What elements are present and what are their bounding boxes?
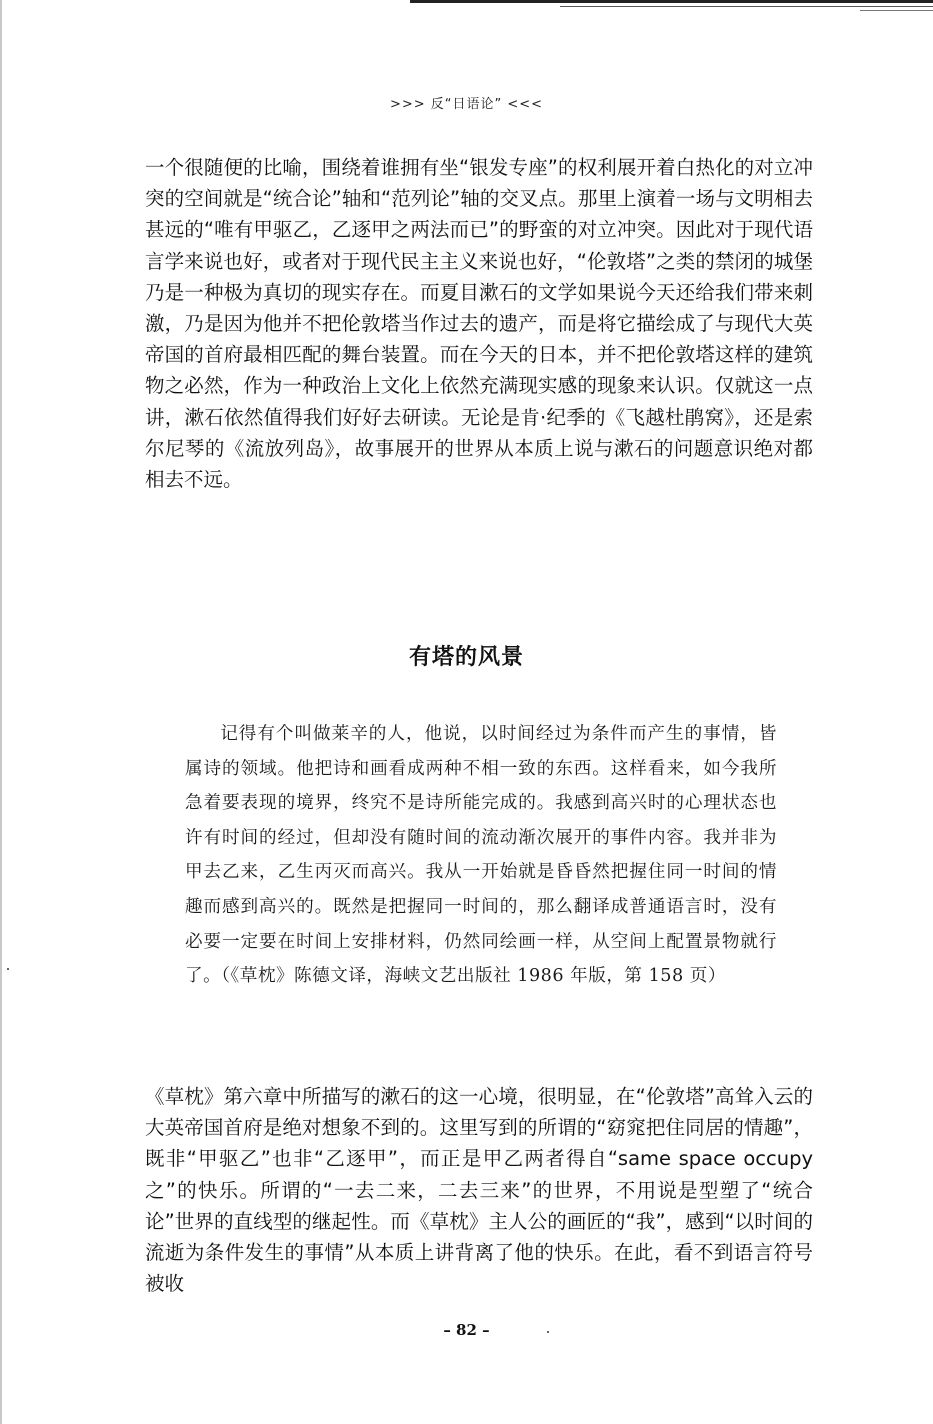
running-header: >>> 反“日语论” <<< — [389, 97, 544, 112]
section-title: 有塔的风景 — [408, 645, 524, 670]
top-rule-thin — [560, 6, 933, 7]
block-quote: 记得有个叫做莱辛的人，他说，以时间经过为条件而产生的事情，皆属诗的领域。他把诗和画看成两种不相一致的东西。这样看来，如今我所急着要表现的境界，终究不是诗所能完成的。我感到高兴时的心理状态也许有时间的经过，但却没有随时间的流动渐次展开的事件内容。我并非为甲去乙来，乙生丙灭而高兴。我从一开始就是昏昏然把握住同一时间的情趣而感到高兴的。既然是把握同一时间的，那么翻译成普通语言时，没有必要一定要在时间上安排材料，仍然同绘画一样，从空间上配置景物就行了。（《草枕》陈德文译，海峡文艺出版社 1986 年版，第 158 页） — [185, 724, 777, 987]
page-number: – 82 – — [443, 1321, 490, 1339]
scan-speck — [7, 968, 9, 970]
top-rule — [410, 0, 933, 3]
body-paragraph-2: 《草枕》第六章中所描写的漱石的这一心境，很明显，在“伦敦塔”高耸入云的大英帝国首府是绝对想象不到的。这里写到的所谓的“窈窕把住同居的情趣”，既非“甲驱乙”也非“乙逐甲”，而正是甲乙两者得自“same space occupy之”的快乐。所谓的“一去二来，二去三来”的世界，不用说是型塑了“统合论”世界的直线型的继起性。而《草枕》主人公的画匠的“我”，感到“以时间的流逝为条件发生的事情”从本质上讲背离了他的快乐。在此，看不到语言符号被收 — [145, 1085, 813, 1296]
body-paragraph-1: 一个很随便的比喻，围绕着谁拥有坐“银发专座”的权利展开着白热化的对立冲突的空间就是“统合论”轴和“范列论”轴的交叉点。那里上演着一场与文明相去甚远的“唯有甲驱乙，乙逐甲之两法而已”的野蛮的对立冲突。因此对于现代语言学来说也好，或者对于现代民主主义来说也好，“伦敦塔”之类的禁闭的城堡乃是一种极为真切的现实存在。而夏目漱石的文学如果说今天还给我们带来刺激，乃是因为他并不把伦敦塔当作过去的遗产，而是将它描绘成了与现代大英帝国的首府最相匹配的舞台装置。而在今天的日本，并不把伦敦塔这样的建筑物之必然，作为一种政治上文化上依然充满现实感的现象来认识。仅就这一点讲，漱石依然值得我们好好去研读。无论是肯·纪季的《飞越杜鹃窝》，还是索尔尼琴的《流放列岛》，故事展开的世界从本质上说与漱石的问题意识绝对都相去不远。 — [145, 156, 813, 492]
top-scan-mark — [860, 10, 933, 11]
scan-speck — [547, 1331, 549, 1333]
